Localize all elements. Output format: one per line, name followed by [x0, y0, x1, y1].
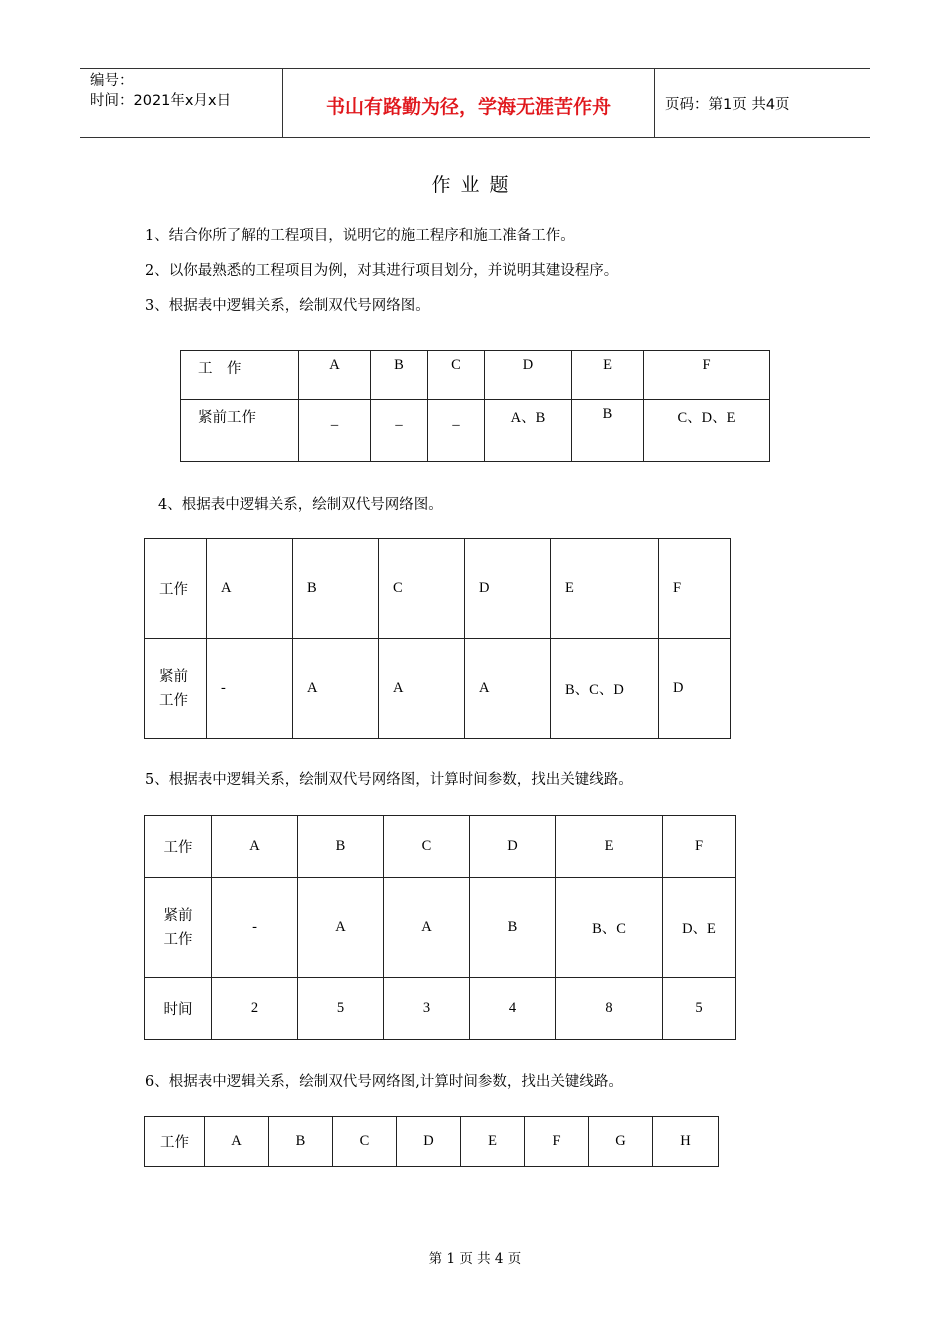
- row-label-work: 工作: [145, 816, 212, 878]
- table-cell: B、C: [556, 878, 663, 978]
- table-cell: -: [212, 878, 298, 978]
- row-label-pred-line1: 紧前: [163, 907, 193, 924]
- table-cell: _: [428, 400, 485, 462]
- table-row: [145, 539, 731, 639]
- header-motto: 书山有路勤为径，学海无涯苦作舟: [282, 69, 655, 137]
- table-cell: A: [205, 1117, 269, 1167]
- table-cell: B: [572, 400, 644, 462]
- table-cell: C、D、E: [644, 400, 770, 462]
- header-info: [80, 69, 282, 137]
- table-cell: A: [384, 878, 470, 978]
- table-cell: A、B: [485, 400, 572, 462]
- table-row: [145, 816, 736, 878]
- table-cell: F: [525, 1117, 589, 1167]
- table-cell: C: [428, 351, 485, 400]
- table-cell: B: [269, 1117, 333, 1167]
- table-cell: 2: [212, 978, 298, 1040]
- table-cell: 3: [384, 978, 470, 1040]
- table-cell: A: [465, 639, 551, 739]
- page-footer: 第 1 页 共 4 页: [428, 1251, 522, 1267]
- table-cell: D: [397, 1117, 461, 1167]
- table-cell: -: [207, 639, 293, 739]
- row-label-work: 工作: [145, 1117, 205, 1167]
- row-label-pred-line2: 工作: [159, 692, 188, 709]
- row-label-pred: 紧前工作: [181, 400, 299, 462]
- table-cell: D: [659, 639, 731, 739]
- row-label-pred-line2: 工作: [163, 931, 193, 948]
- header-page-label: 页码：第1页 共4页: [665, 97, 790, 113]
- table-row: [181, 351, 770, 400]
- table-row: [145, 978, 736, 1040]
- table-cell: B: [470, 878, 556, 978]
- table-cell: F: [659, 539, 731, 639]
- row-label-work: 工作: [145, 539, 207, 639]
- table-cell: C: [384, 816, 470, 878]
- table-cell: E: [461, 1117, 525, 1167]
- row-label-pred: [145, 639, 207, 739]
- table-cell: _: [371, 400, 428, 462]
- row-label-pred: [145, 878, 212, 978]
- question-3: 3、根据表中逻辑关系，绘制双代号网络图。: [145, 298, 430, 314]
- page-title: 作业题: [431, 174, 519, 196]
- table-q4: [144, 538, 731, 739]
- question-5: 5、根据表中逻辑关系，绘制双代号网络图，计算时间参数，找出关键线路。: [145, 772, 633, 788]
- table-q5: [144, 815, 736, 1040]
- table-cell: D: [485, 351, 572, 400]
- question-6: 6、根据表中逻辑关系，绘制双代号网络图,计算时间参数，找出关键线路。: [145, 1074, 623, 1090]
- table-cell: H: [653, 1117, 719, 1167]
- table-q3: [180, 350, 770, 462]
- table-cell: A: [293, 639, 379, 739]
- table-row: [181, 400, 770, 462]
- table-cell: E: [572, 351, 644, 400]
- table-cell: C: [379, 539, 465, 639]
- row-label-time: 时间: [145, 978, 212, 1040]
- question-2: 2、以你最熟悉的工程项目为例，对其进行项目划分，并说明其建设程序。: [145, 263, 619, 279]
- date-label: 时间：2021年x月x日: [90, 93, 232, 109]
- table-cell: D: [470, 816, 556, 878]
- table-cell: _: [299, 400, 371, 462]
- page-header: [80, 68, 870, 138]
- table-row: [145, 878, 736, 978]
- table-cell: D、E: [663, 878, 736, 978]
- table-cell: 8: [556, 978, 663, 1040]
- row-label-pred-line1: 紧前: [159, 668, 188, 685]
- table-cell: A: [212, 816, 298, 878]
- table-cell: 5: [298, 978, 384, 1040]
- table-cell: A: [207, 539, 293, 639]
- table-cell: B、C、D: [551, 639, 659, 739]
- table-cell: E: [551, 539, 659, 639]
- table-cell: A: [379, 639, 465, 739]
- question-4: 4、根据表中逻辑关系，绘制双代号网络图。: [158, 497, 443, 513]
- table-cell: 5: [663, 978, 736, 1040]
- table-cell: B: [293, 539, 379, 639]
- table-row: [145, 639, 731, 739]
- table-cell: E: [556, 816, 663, 878]
- table-q6: [144, 1116, 719, 1167]
- table-cell: F: [644, 351, 770, 400]
- serial-label: 编号：: [90, 73, 134, 89]
- table-cell: 4: [470, 978, 556, 1040]
- table-cell: D: [465, 539, 551, 639]
- question-1: 1、结合你所了解的工程项目，说明它的施工程序和施工准备工作。: [145, 228, 575, 244]
- table-cell: F: [663, 816, 736, 878]
- table-row: [145, 1117, 719, 1167]
- row-label-work: 工 作: [181, 351, 299, 400]
- table-cell: G: [589, 1117, 653, 1167]
- table-cell: C: [333, 1117, 397, 1167]
- table-cell: B: [298, 816, 384, 878]
- table-cell: B: [371, 351, 428, 400]
- table-cell: A: [299, 351, 371, 400]
- table-cell: A: [298, 878, 384, 978]
